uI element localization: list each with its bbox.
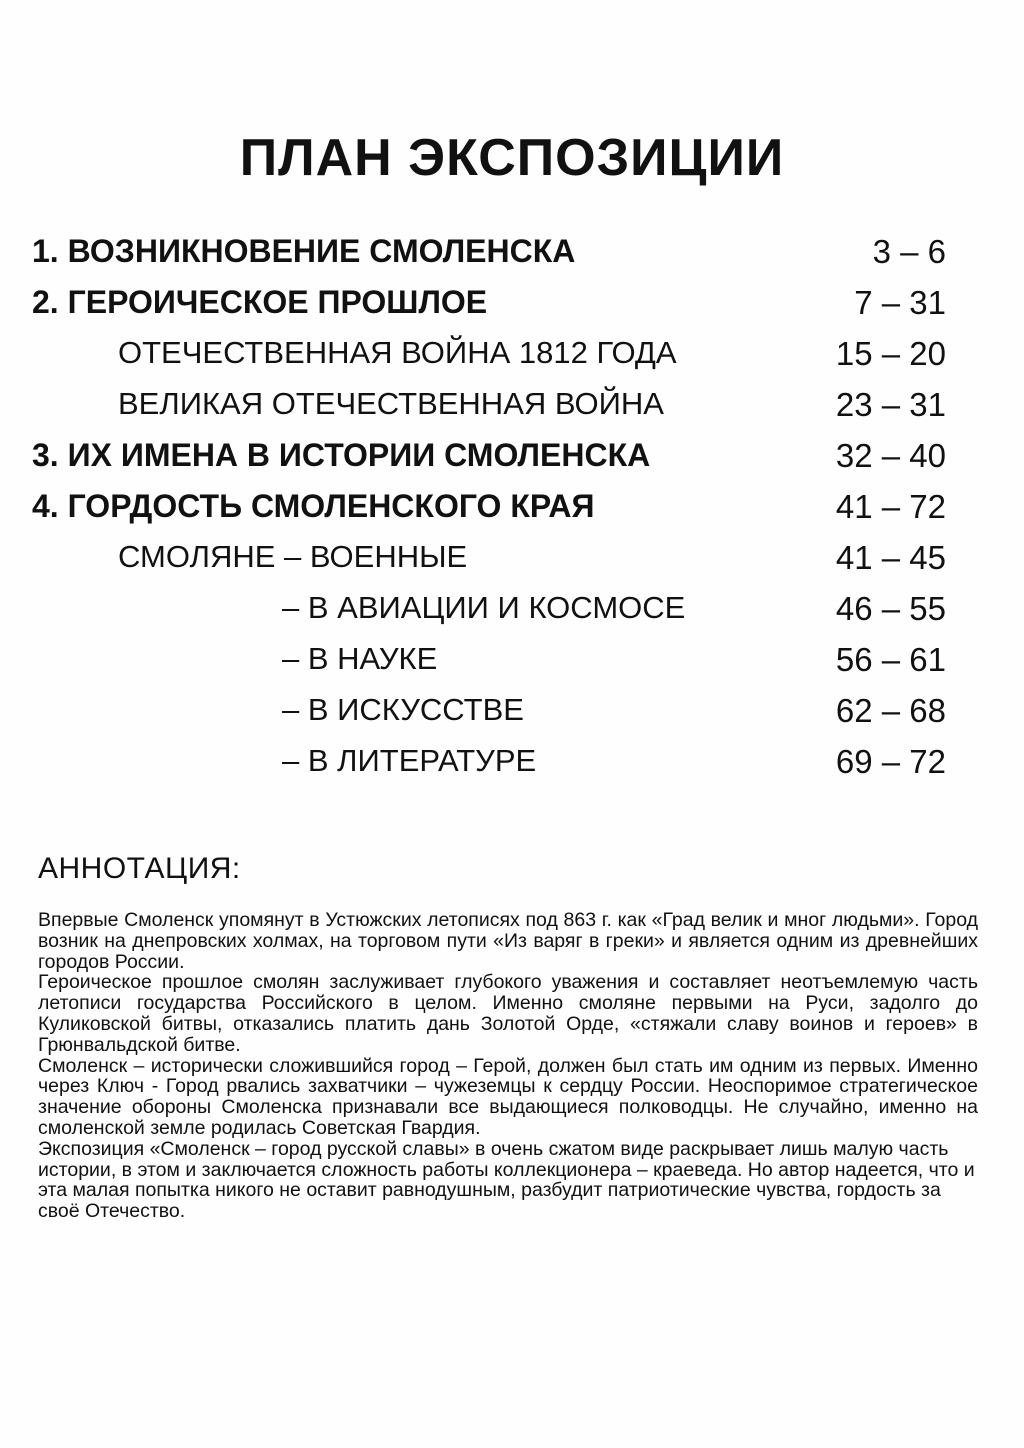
toc-row — [0, 226, 1024, 277]
toc-pages: 69 – 72 — [835, 743, 946, 780]
annotation-paragraph: Впервые Смоленск упомянут в Устюжских летописях под 863 г. как «Град велик и мног людьми». Город возник на днепровских холмах, на торговом пути «Из варяг в греки» и является одним из древнейших городов России. — [38, 909, 978, 973]
annotation-paragraph: Героическое прошлое смолян заслуживает глубокого уважения и составляет неотъемлемую часть летописи государства Российского в целом. Именно смоляне первыми на Руси, задолго до Куликовской битвы, отказались платить дань Золотой Орде, «стяжали славу воинов и героев» в Грюнвальдской битве. — [38, 971, 978, 1056]
toc-label: – В НАУКЕ — [282, 641, 438, 676]
toc-label: СМОЛЯНЕ – ВОЕННЫЕ — [118, 539, 468, 574]
toc-row — [0, 379, 1024, 430]
page-title: ПЛАН ЭКСПОЗИЦИИ — [239, 129, 785, 187]
toc-row — [0, 430, 1024, 481]
toc-label: ВЕЛИКАЯ ОТЕЧЕСТВЕННАЯ ВОЙНА — [118, 386, 664, 421]
toc-pages: 32 – 40 — [835, 437, 946, 474]
toc-pages: 62 – 68 — [835, 692, 946, 729]
toc-pages: 3 – 6 — [872, 233, 946, 270]
annotation-body — [38, 910, 978, 1222]
toc-pages: 56 – 61 — [835, 641, 946, 678]
toc-pages: 41 – 72 — [835, 488, 946, 525]
toc-row — [0, 481, 1024, 532]
toc-row — [0, 583, 1024, 634]
annotation-paragraph: Смоленск – исторически сложившийся город – Герой, должен был стать им одним из первых. Именно через Ключ - Город рвались захватчики – чужеземцы к сердцу России. Неоспоримое стратегическое значение обороны Смоленска признавали все выдающиеся полководцы. Не случайно, именно на смоленской земле родилась Советская Гвардия. — [38, 1054, 978, 1139]
table-of-contents — [0, 226, 1024, 787]
toc-label: 4. ГОРДОСТЬ СМОЛЕНСКОГО КРАЯ — [32, 488, 595, 524]
toc-row — [0, 277, 1024, 328]
toc-row — [0, 532, 1024, 583]
toc-label: – В ИСКУССТВЕ — [282, 692, 524, 727]
toc-label: – В АВИАЦИИ И КОСМОСЕ — [282, 590, 686, 625]
toc-label: 1. ВОЗНИКНОВЕНИЕ СМОЛЕНСКА — [32, 233, 576, 269]
toc-pages: 7 – 31 — [854, 284, 946, 321]
toc-pages: 23 – 31 — [835, 386, 946, 423]
toc-label: ОТЕЧЕСТВЕННАЯ ВОЙНА 1812 ГОДА — [118, 335, 677, 370]
toc-pages: 41 – 45 — [835, 539, 946, 576]
toc-row — [0, 328, 1024, 379]
toc-label: 2. ГЕРОИЧЕСКОЕ ПРОШЛОЕ — [32, 284, 488, 320]
toc-row — [0, 685, 1024, 736]
toc-row — [0, 736, 1024, 787]
toc-label: – В ЛИТЕРАТУРЕ — [282, 743, 537, 778]
annotation-heading: АННОТАЦИЯ: — [38, 852, 241, 885]
toc-label: 3. ИХ ИМЕНА В ИСТОРИИ СМОЛЕНСКА — [32, 437, 651, 473]
toc-pages: 46 – 55 — [835, 590, 946, 627]
annotation-paragraph: Экспозиция «Смоленск – город русской славы» в очень сжатом виде раскрывает лишь малую часть истории, в этом и заключается сложность работы коллекционера – краеведа. Но автор надеется, что и эта малая попытка никого не оставит равнодушным, разбудит патриотические чувства, гордость за своё Отечество. — [38, 1137, 975, 1223]
toc-row — [0, 634, 1024, 685]
toc-pages: 15 – 20 — [835, 335, 946, 372]
